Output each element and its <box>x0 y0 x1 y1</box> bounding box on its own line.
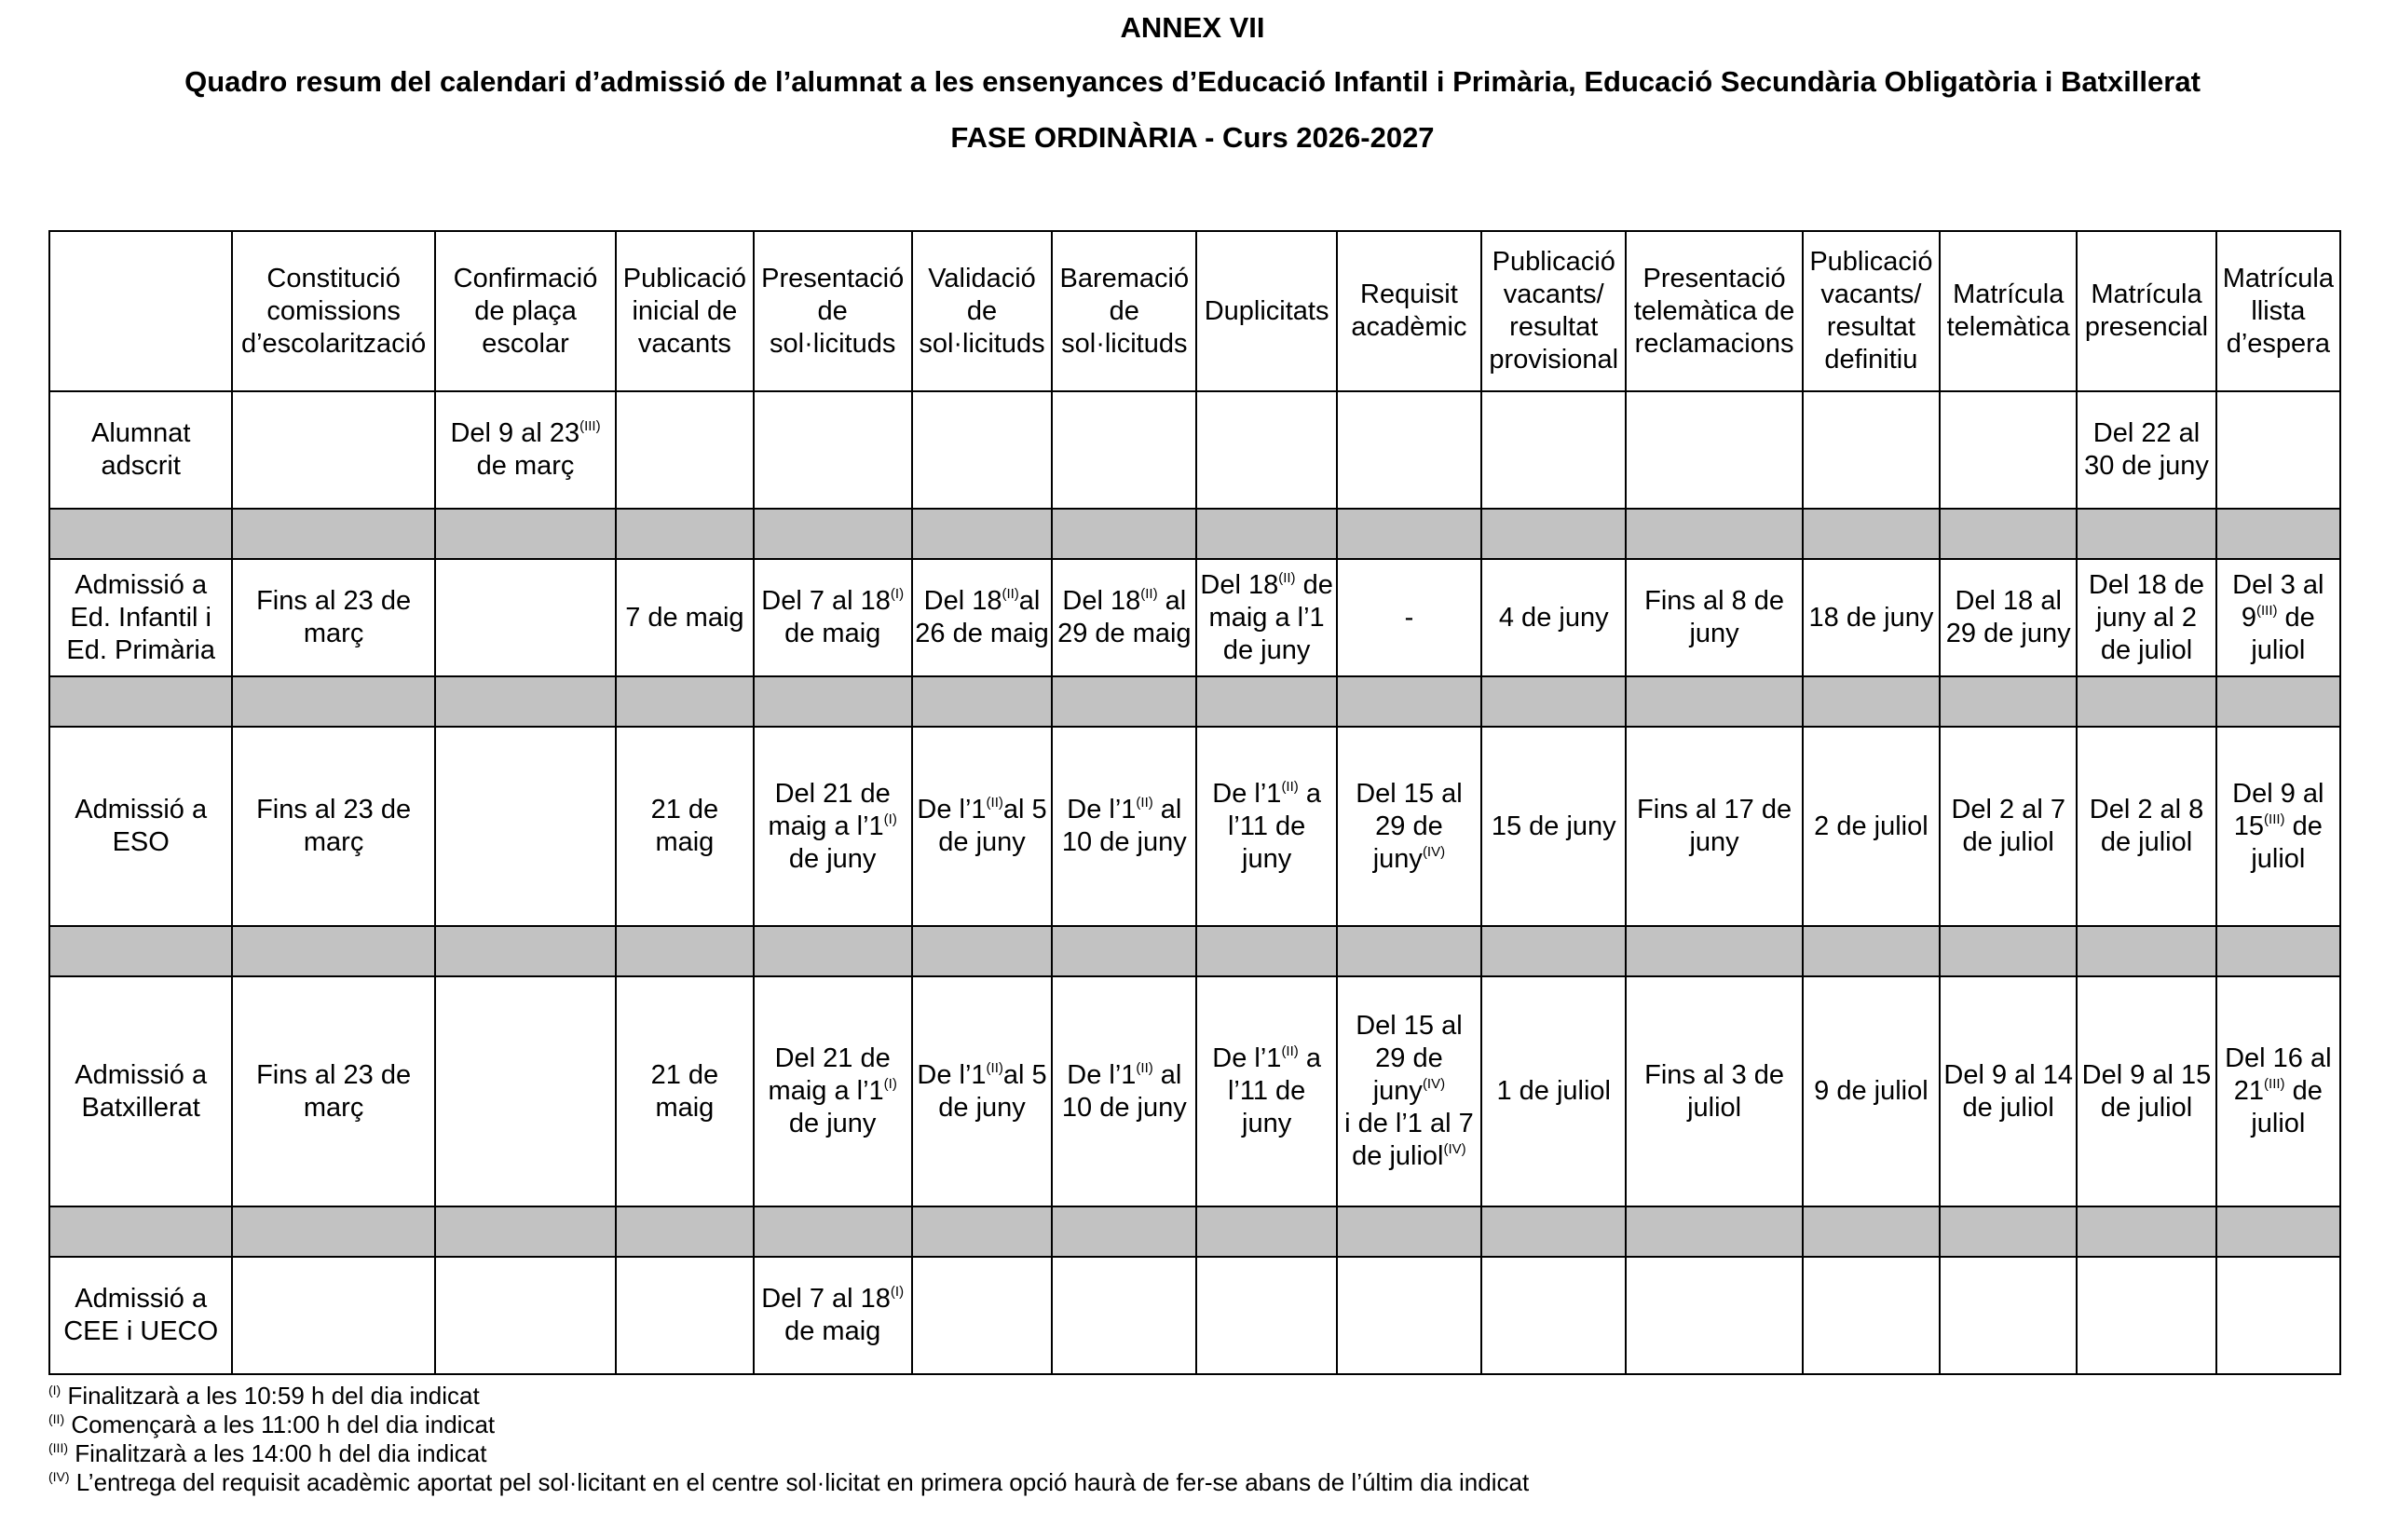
separator-cell <box>1196 676 1336 727</box>
separator-cell <box>49 509 232 559</box>
separator-cell <box>1626 509 1802 559</box>
col-mat-telematica: Matrícula telemàtica <box>1940 231 2077 391</box>
separator-cell <box>1052 926 1196 976</box>
cell-presentacio: Del 21 de maig a $l’1^{(I)}$ de juny <box>754 727 912 926</box>
separator-cell <box>616 509 753 559</box>
row-label: Admissió a ESO <box>49 727 232 926</box>
cell-mat-telematica: Del 9 al 14 de juliol <box>1940 976 2077 1206</box>
cell-definitiu: 2 de juliol <box>1803 727 1940 926</box>
footnote: $^{(IV)}$ L’entrega del requisit acadèmic aportat pel sol·licitant en el centre sol·licitat en primera opció haurà de fer-se abans de l’últim dia indicat <box>48 1468 1530 1496</box>
cell-provisional: 1 de juliol <box>1481 976 1626 1206</box>
cell-mat-espera: Del 16 al $21^{(III)}$ de juliol <box>2216 976 2340 1206</box>
col-baremacio: Baremació de sol·licituds <box>1052 231 1196 391</box>
cell-reclamacions: Fins al 3 de juliol <box>1626 976 1802 1206</box>
separator-cell <box>616 676 753 727</box>
col-constitucio: Constitució comissions d’escolarització <box>232 231 434 391</box>
col-definitiu: Publicació vacants/ resultat definitiu <box>1803 231 1940 391</box>
cell-requisit: - <box>1337 559 1481 676</box>
separator-cell <box>1803 926 1940 976</box>
cell-mat-presencial: Del 9 al 15 de juliol <box>2077 976 2215 1206</box>
separator-cell <box>754 926 912 976</box>
cell-mat-telematica: Del 18 al 29 de juny <box>1940 559 2077 676</box>
cell-validacio: De $l’1^{(II)}al$ 5 de juny <box>912 727 1052 926</box>
cell-presentacio: Del 7 al $18^{(I)}$ de maig <box>754 1257 912 1374</box>
separator-cell <box>1052 676 1196 727</box>
separator-cell <box>1940 676 2077 727</box>
separator-cell <box>2077 676 2215 727</box>
cell-definitiu: 18 de juny <box>1803 559 1940 676</box>
row-label: Admissió a CEE i UECO <box>49 1257 232 1374</box>
cell-requisit: Del 15 al 29 de juny$^{(IV)}$ i de l’1 al 7 de juliol$^{(IV)}$ <box>1337 976 1481 1206</box>
separator-cell <box>1481 1206 1626 1257</box>
separator-cell <box>49 926 232 976</box>
separator-row <box>49 926 2340 976</box>
col-reclamacions: Presentació telemàtica de reclamacions <box>1626 231 1802 391</box>
cell-reclamacions: Fins al 8 de juny <box>1626 559 1802 676</box>
cell-baremacio: Del $18^{(II)}$ al 29 de maig <box>1052 559 1196 676</box>
col-requisit: Requisit acadèmic <box>1337 231 1481 391</box>
cell-pub-inicial: 21 de maig <box>616 976 753 1206</box>
col-provisional: Publicació vacants/ resultat provisional <box>1481 231 1626 391</box>
separator-cell <box>2077 509 2215 559</box>
cell-baremacio: De $l’1^{(II)}$ al 10 de juny <box>1052 976 1196 1206</box>
separator-cell <box>49 1206 232 1257</box>
separator-cell <box>232 1206 434 1257</box>
admission-calendar-table <box>48 230 2341 1375</box>
row-batxillerat <box>49 976 2340 1206</box>
separator-cell <box>1940 509 2077 559</box>
separator-cell <box>616 926 753 976</box>
cell-mat-presencial: Del 18 de juny al 2 de juliol <box>2077 559 2215 676</box>
cell-constitucio: Fins al 23 de març <box>232 976 434 1206</box>
separator-cell <box>912 676 1052 727</box>
separator-cell <box>232 676 434 727</box>
cell-provisional: 4 de juny <box>1481 559 1626 676</box>
cell-mat-presencial: Del 22 al 30 de juny <box>2077 391 2215 509</box>
separator-cell <box>1481 926 1626 976</box>
separator-cell <box>435 926 616 976</box>
document-title: Quadro resum del calendari d’admissió de l’alumnat a les ensenyances d’Educació Infantil i Primària, Educació Secundària Obligatòria i Batxillerat <box>184 65 2201 98</box>
cell-mat-espera: Del 9 al $15^{(III)}$ de juliol <box>2216 727 2340 926</box>
footnotes <box>48 1382 1529 1497</box>
separator-cell <box>1803 509 1940 559</box>
col-mat-presencial: Matrícula presencial <box>2077 231 2215 391</box>
cell-constitucio: Fins al 23 de març <box>232 559 434 676</box>
separator-cell <box>1940 926 2077 976</box>
footnote: $^{(II)}$ Començarà a les 11:00 h del dia indicat <box>48 1411 496 1438</box>
separator-cell <box>754 1206 912 1257</box>
cell-pub-inicial: 7 de maig <box>616 559 753 676</box>
row-infantil-primaria <box>49 559 2340 676</box>
row-label: Alumnat adscrit <box>49 391 232 509</box>
separator-cell <box>1052 1206 1196 1257</box>
col-validacio: Validació de sol·licituds <box>912 231 1052 391</box>
cell-duplicitats: De $l’1^{(II)}$ a l’11 de juny <box>1196 976 1336 1206</box>
separator-cell <box>2216 1206 2340 1257</box>
col-mat-espera: Matrícula llista d’espera <box>2216 231 2340 391</box>
corner-cell <box>49 231 232 391</box>
cell-constitucio: Fins al 23 de març <box>232 727 434 926</box>
separator-cell <box>49 676 232 727</box>
cell-validacio: De $l’1^{(II)}al$ 5 de juny <box>912 976 1052 1206</box>
separator-row <box>49 509 2340 559</box>
separator-cell <box>1626 676 1802 727</box>
separator-cell <box>616 1206 753 1257</box>
cell-requisit: Del 15 al 29 de juny$^{(IV)}$ <box>1337 727 1481 926</box>
cell-presentacio: Del 21 de maig a $l’1^{(I)}$ de juny <box>754 976 912 1206</box>
separator-row <box>49 1206 2340 1257</box>
separator-cell <box>912 1206 1052 1257</box>
cell-confirmacio: Del 9 al $23^{(III)}$ de març <box>435 391 616 509</box>
separator-cell <box>435 509 616 559</box>
separator-cell <box>2216 676 2340 727</box>
separator-cell <box>754 509 912 559</box>
separator-cell <box>2077 1206 2215 1257</box>
separator-cell <box>1337 1206 1481 1257</box>
separator-cell <box>1052 509 1196 559</box>
separator-cell <box>1803 676 1940 727</box>
cell-mat-presencial: Del 2 al 8 de juliol <box>2077 727 2215 926</box>
cell-validacio: Del $18^{(II)}al$ 26 de maig <box>912 559 1052 676</box>
separator-cell <box>754 676 912 727</box>
col-publicacio-inicial: Publicació inicial de vacants <box>616 231 753 391</box>
separator-cell <box>1481 509 1626 559</box>
phase-title: FASE ORDINÀRIA - Curs 2026-2027 <box>950 121 1435 154</box>
separator-cell <box>1337 509 1481 559</box>
footnote: $^{(III)}$ Finalitzarà a les 14:00 h del dia indicat <box>48 1439 487 1467</box>
separator-cell <box>1196 509 1336 559</box>
cell-definitiu: 9 de juliol <box>1803 976 1940 1206</box>
col-presentacio: Presentació de sol·licituds <box>754 231 912 391</box>
separator-cell <box>1626 926 1802 976</box>
row-label: Admissió a Batxillerat <box>49 976 232 1206</box>
row-label: Admissió a Ed. Infantil i Ed. Primària <box>49 559 232 676</box>
separator-cell <box>435 1206 616 1257</box>
cell-mat-espera: Del 3 al $9^{(III)}$ de juliol <box>2216 559 2340 676</box>
cell-baremacio: De $l’1^{(II)}$ al 10 de juny <box>1052 727 1196 926</box>
separator-cell <box>1337 926 1481 976</box>
separator-cell <box>232 926 434 976</box>
annex-title: ANNEX VII <box>1120 11 1265 44</box>
cell-mat-telematica: Del 2 al 7 de juliol <box>1940 727 2077 926</box>
separator-cell <box>435 676 616 727</box>
col-confirmacio: Confirmació de plaça escolar <box>435 231 616 391</box>
cell-presentacio: Del 7 al $18^{(I)}$ de maig <box>754 559 912 676</box>
cell-duplicitats: De $l’1^{(II)}$ a l’11 de juny <box>1196 727 1336 926</box>
separator-cell <box>1803 1206 1940 1257</box>
separator-cell <box>1481 676 1626 727</box>
separator-cell <box>1196 1206 1336 1257</box>
separator-cell <box>1337 676 1481 727</box>
separator-cell <box>232 509 434 559</box>
row-alumnat-adscrit <box>49 391 2340 509</box>
cell-provisional: 15 de juny <box>1481 727 1626 926</box>
separator-cell <box>2216 926 2340 976</box>
col-duplicitats: Duplicitats <box>1196 231 1336 391</box>
separator-cell <box>1626 1206 1802 1257</box>
cell-reclamacions: Fins al 17 de juny <box>1626 727 1802 926</box>
row-eso <box>49 727 2340 926</box>
separator-cell <box>2077 926 2215 976</box>
separator-cell <box>912 926 1052 976</box>
footnote: $^{(I)}$ Finalitzarà a les 10:59 h del dia indicat <box>48 1382 480 1410</box>
separator-cell <box>912 509 1052 559</box>
cell-pub-inicial: 21 de maig <box>616 727 753 926</box>
separator-cell <box>1196 926 1336 976</box>
cell-duplicitats: Del $18^{(II)}$ de maig a l’1 de juny <box>1196 559 1336 676</box>
separator-row <box>49 676 2340 727</box>
separator-cell <box>2216 509 2340 559</box>
separator-cell <box>1940 1206 2077 1257</box>
row-cee-ueco <box>49 1257 2340 1374</box>
header-row <box>49 231 2340 391</box>
